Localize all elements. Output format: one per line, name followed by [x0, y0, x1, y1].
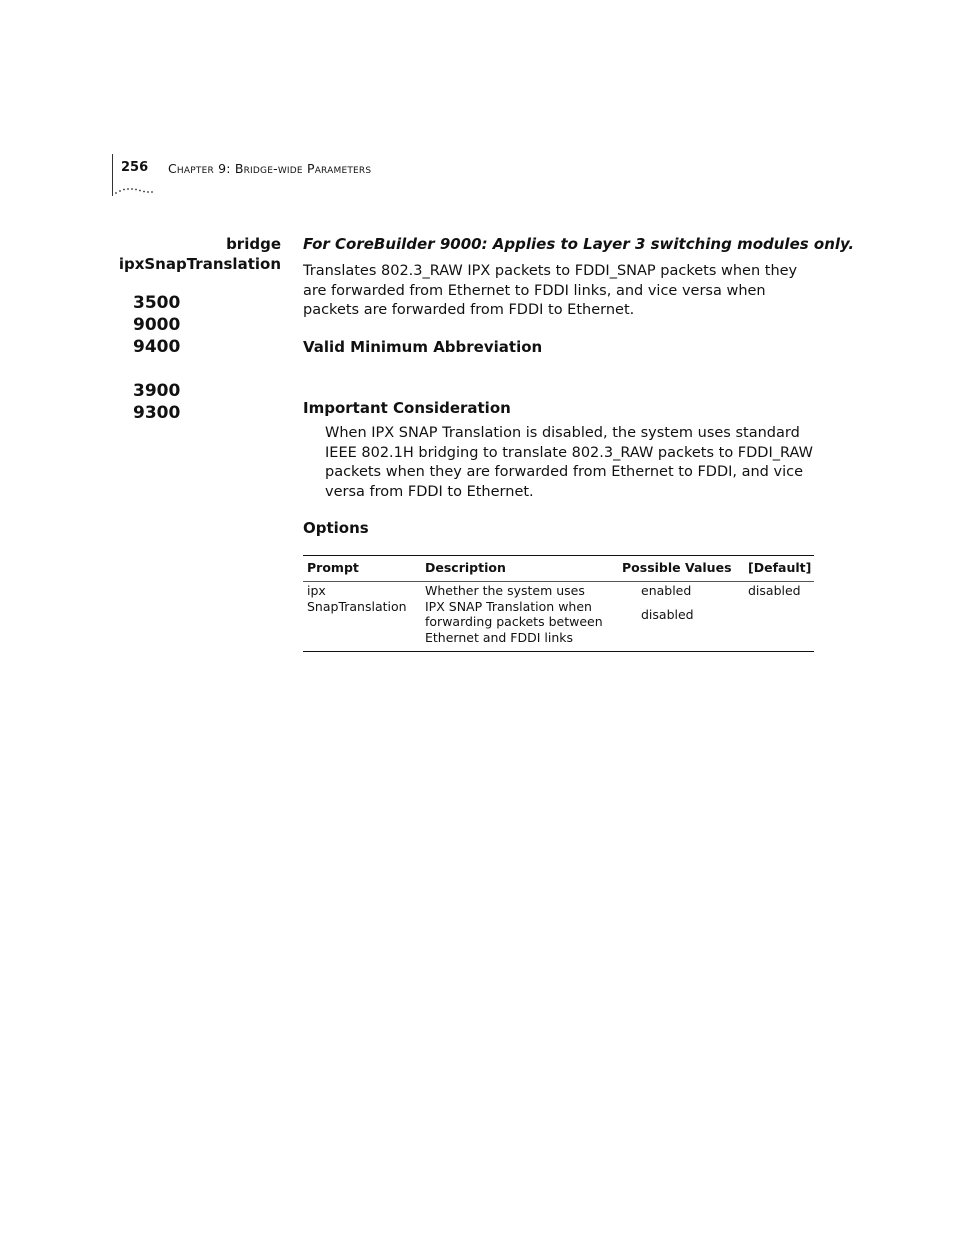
platform-label: 3500 — [133, 293, 181, 313]
options-heading: Options — [303, 519, 369, 537]
dotted-ornament-icon — [114, 187, 158, 195]
header-rule — [112, 154, 113, 196]
consideration-text: When IPX SNAP Translation is disabled, the system uses standard IEEE 802.1H bridging to translate 802.3_RAW packets to FDDI_RAW packets when they are forwarded from Ethernet to FDDI, and vice versa from FDDI to Ethernet. — [325, 425, 813, 500]
table-cell-prompt — [307, 583, 417, 614]
table-top-rule — [303, 555, 814, 556]
chapter-title: Chapter 9: Bridge-wide Parameters — [168, 161, 372, 176]
page-number: 256 — [121, 160, 149, 175]
command-name-line1: bridge — [226, 235, 281, 253]
table-cell-default: disabled — [748, 583, 801, 598]
platform-label: 9400 — [133, 337, 181, 357]
table-bottom-rule — [303, 651, 814, 652]
command-name-line2: ipxSnapTranslation — [118, 255, 281, 273]
prompt-line: SnapTranslation — [307, 598, 407, 614]
table-header-values: Possible Values — [622, 560, 732, 575]
platform-label: 9300 — [133, 403, 181, 423]
platform-label: 9000 — [133, 315, 181, 335]
command-name — [100, 234, 281, 274]
platform-label: 3900 — [133, 381, 181, 401]
consideration-heading: Important Consideration — [303, 399, 511, 417]
table-cell-value: enabled — [641, 583, 692, 598]
abbreviation-heading: Valid Minimum Abbreviation — [303, 338, 543, 356]
prompt-line: ipx — [307, 583, 326, 598]
table-header-description: Description — [425, 560, 506, 575]
table-cell-value: disabled — [641, 607, 694, 622]
table-cell-description: Whether the system uses IPX SNAP Translation when forwarding packets between Ethernet and FDDI links — [425, 583, 603, 646]
applicability-note: For CoreBuilder 9000: Applies to Layer 3 switching modules only. — [303, 235, 855, 253]
table-header-prompt: Prompt — [307, 560, 359, 575]
table-header-rule — [303, 581, 814, 582]
table-header-default: [Default] — [748, 560, 812, 575]
command-description: Translates 802.3_RAW IPX packets to FDDI_SNAP packets when they are forwarded from Ethernet to FDDI links, and vice versa when packets are forwarded from FDDI to Ethernet. — [303, 263, 798, 318]
